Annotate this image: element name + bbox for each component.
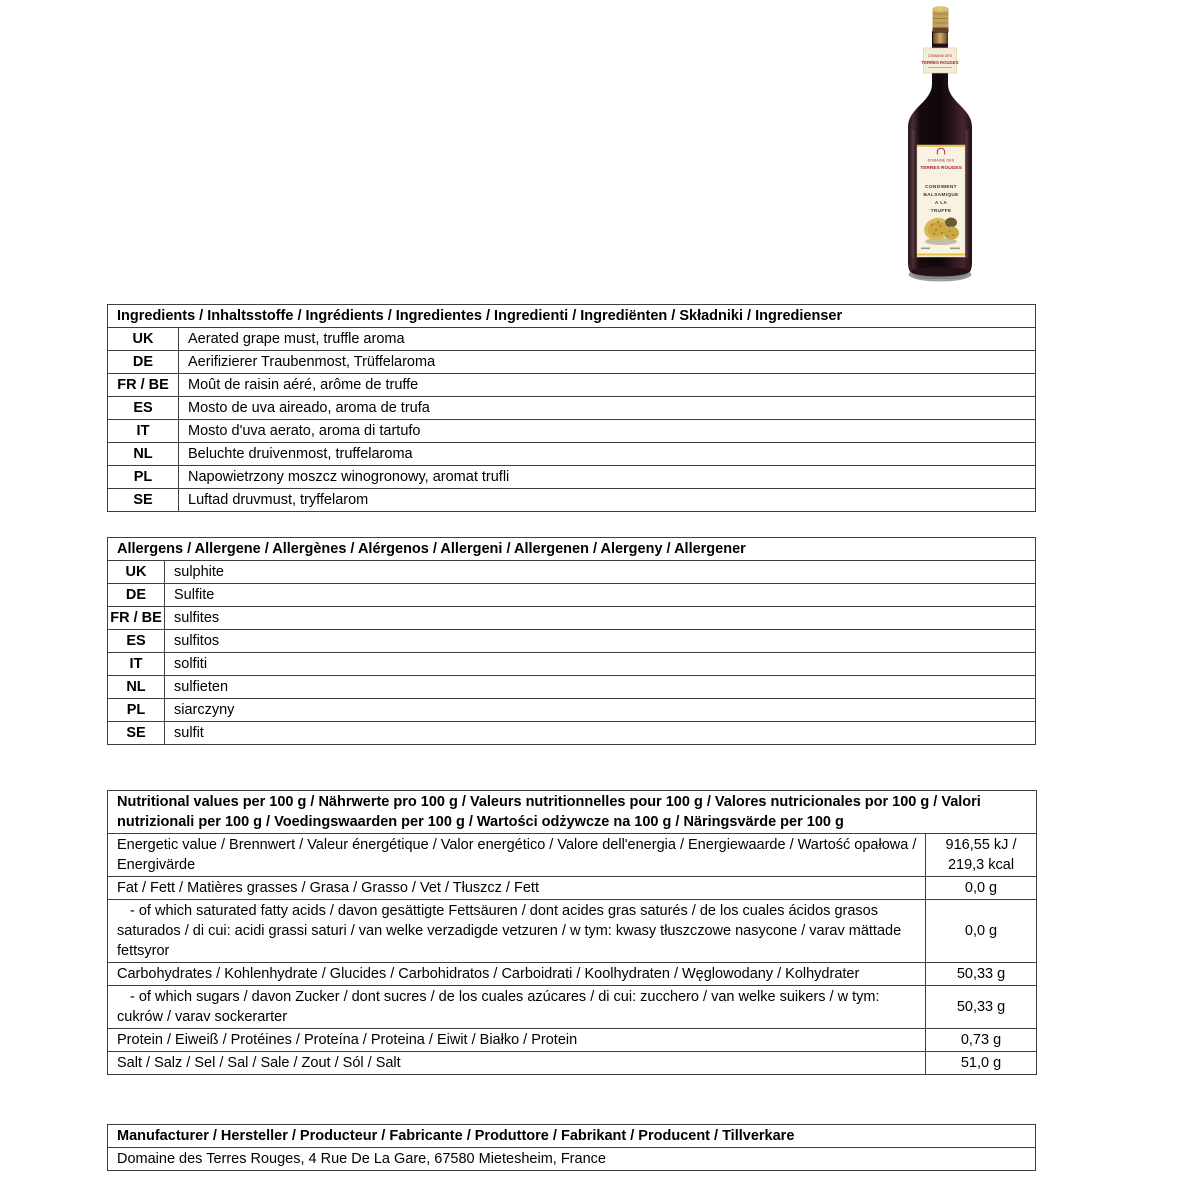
table-row (108, 397, 1036, 420)
manufacturer-address: Domaine des Terres Rouges, 4 Rue De La Gare, 67580 Mietesheim, France (108, 1148, 1036, 1171)
ingredient-text: Beluchte druivenmost, truffelaroma (179, 443, 1036, 466)
allergen-text: sulfitos (165, 630, 1036, 653)
language-code: NL (108, 443, 179, 466)
table-header-row (108, 538, 1036, 561)
nutrient-label: Fat / Fett / Matières grasses / Grasa / Grasso / Vet / Tłuszcz / Fett (108, 877, 926, 900)
language-code: IT (108, 653, 165, 676)
table-row (108, 420, 1036, 443)
ingredient-text: Luftad druvmust, tryffelarom (179, 489, 1036, 512)
language-code: IT (108, 420, 179, 443)
neck-label-brand-small: DOMAINE DES (928, 54, 952, 58)
language-code: PL (108, 466, 179, 489)
nutrient-value: 0,0 g (926, 877, 1037, 900)
label-product-line1: CONDIMENT (925, 185, 957, 190)
nutrient-label: - of which sugars / davon Zucker / dont sucres / de los cuales azúcares / di cui: zucchero / van welke suikers / w tym: cukrów / varav sockerarter (108, 986, 926, 1029)
language-code: DE (108, 351, 179, 374)
ingredient-text: Napowietrzony moszcz winogronowy, aromat trufli (179, 466, 1036, 489)
label-brand: TERRES ROUGES (920, 166, 962, 171)
language-code: PL (108, 699, 165, 722)
table-row (108, 466, 1036, 489)
ingredient-text: Aerated grape must, truffle aroma (179, 328, 1036, 351)
language-code: SE (108, 489, 179, 512)
table-row (108, 676, 1036, 699)
language-code: SE (108, 722, 165, 745)
language-code: UK (108, 561, 165, 584)
nutrient-label: Protein / Eiweiß / Protéines / Proteína / Proteina / Eiwit / Białko / Protein (108, 1029, 926, 1052)
nutrient-value: 916,55 kJ / 219,3 kcal (926, 834, 1037, 877)
table-row (108, 963, 1037, 986)
table-row (108, 986, 1037, 1029)
table-row (108, 1148, 1036, 1171)
allergen-text: sulfit (165, 722, 1036, 745)
bottle-neck-label (921, 48, 958, 73)
table-header-row (108, 305, 1036, 328)
language-code: FR / BE (108, 607, 165, 630)
table-row (108, 722, 1036, 745)
manufacturer-table (107, 1124, 1036, 1171)
nutrient-value: 50,33 g (926, 986, 1037, 1029)
ingredient-text: Aerifizierer Traubenmost, Trüffelaroma (179, 351, 1036, 374)
ingredient-text: Mosto de uva aireado, aroma de trufa (179, 397, 1036, 420)
table-row (108, 607, 1036, 630)
label-fine-print-left (921, 248, 930, 250)
language-code: ES (108, 397, 179, 420)
nutrient-label: Carbohydrates / Kohlenhydrate / Glucides / Carbohidratos / Carboidrati / Koolhydraten / Węglowodany / Kolhydrater (108, 963, 926, 986)
table-row (108, 834, 1037, 877)
table-row (108, 1029, 1037, 1052)
table-row (108, 699, 1036, 722)
language-code: UK (108, 328, 179, 351)
ingredient-text: Mosto d'uva aerato, aroma di tartufo (179, 420, 1036, 443)
allergen-text: sulfieten (165, 676, 1036, 699)
label-brand-small: DOMAINE DES (927, 158, 955, 163)
table-row (108, 351, 1036, 374)
allergen-text: siarczyny (165, 699, 1036, 722)
label-product-line4: TRUFFE (930, 209, 952, 214)
bottle-illustration (895, 0, 985, 290)
nutrient-label: Salt / Salz / Sel / Sal / Sale / Zout / Sól / Salt (108, 1052, 926, 1075)
product-bottle-image (895, 0, 985, 290)
table-row (108, 443, 1036, 466)
label-fine-print-right (950, 248, 960, 250)
language-code: FR / BE (108, 374, 179, 397)
allergen-text: sulfites (165, 607, 1036, 630)
nutrition-header: Nutritional values per 100 g / Nährwerte pro 100 g / Valeurs nutritionnelles pour 100 g / Valores nutricionales por 100 g / Valori nutrizionali per 100 g / Voedingswaarden per 100 g / Wartości odżywcze na 100 g / Näringsvärde per 100 g (108, 791, 1037, 834)
table-row (108, 584, 1036, 607)
label-product-line3: A LA (934, 201, 948, 206)
table-row (108, 561, 1036, 584)
nutrient-value: 0,0 g (926, 900, 1037, 963)
table-header-row (108, 791, 1037, 834)
nutrient-label: Energetic value / Brennwert / Valeur énergétique / Valor energético / Valore dell'energia / Energiewaarde / Wartość opałowa / Energivärde (108, 834, 926, 877)
manufacturer-header: Manufacturer / Hersteller / Producteur / Fabricante / Produttore / Fabrikant / Producent / Tillverkare (108, 1125, 1036, 1148)
table-row (108, 877, 1037, 900)
label-product-line2: BALSAMIQUE (923, 193, 959, 198)
nutrition-table (107, 790, 1037, 1075)
nutrient-value: 51,0 g (926, 1052, 1037, 1075)
label-gold-line-top (917, 145, 965, 147)
table-row (108, 630, 1036, 653)
table-row (108, 653, 1036, 676)
language-code: ES (108, 630, 165, 653)
language-code: DE (108, 584, 165, 607)
cork-top-glint (938, 7, 942, 11)
allergens-table (107, 537, 1036, 745)
nutrient-value: 50,33 g (926, 963, 1037, 986)
table-row (108, 900, 1037, 963)
ingredients-table (107, 304, 1036, 512)
ingredients-header: Ingredients / Inhaltsstoffe / Ingrédients / Ingredientes / Ingredienti / Ingrediënten / Składniki / Ingredienser (108, 305, 1036, 328)
table-row (108, 489, 1036, 512)
allergens-header: Allergens / Allergene / Allergènes / Alérgenos / Allergeni / Allergenen / Alergeny / Allergener (108, 538, 1036, 561)
bottle-main-label (917, 145, 965, 257)
table-header-row (108, 1125, 1036, 1148)
allergen-text: Sulfite (165, 584, 1036, 607)
table-row (108, 374, 1036, 397)
bottle-neck (933, 33, 949, 49)
neck-label-brand: TERRES ROUGES (921, 60, 959, 65)
label-gold-line-bottom (917, 254, 965, 256)
ingredient-text: Moût de raisin aéré, arôme de truffe (179, 374, 1036, 397)
allergen-text: solfiti (165, 653, 1036, 676)
nutrient-label: - of which saturated fatty acids / davon gesättigte Fettsäuren / dont acides gras saturés / de los cuales ácidos grasos saturados / di cui: acidi grassi saturi / van welke verzadigde vetzuren / w tym: kwasy tłuszczowe nasycone / varav mättade fettsyror (108, 900, 926, 963)
nutrient-value: 0,73 g (926, 1029, 1037, 1052)
language-code: NL (108, 676, 165, 699)
bottle-cork (932, 6, 948, 32)
table-row (108, 328, 1036, 351)
table-row (108, 1052, 1037, 1075)
allergen-text: sulphite (165, 561, 1036, 584)
